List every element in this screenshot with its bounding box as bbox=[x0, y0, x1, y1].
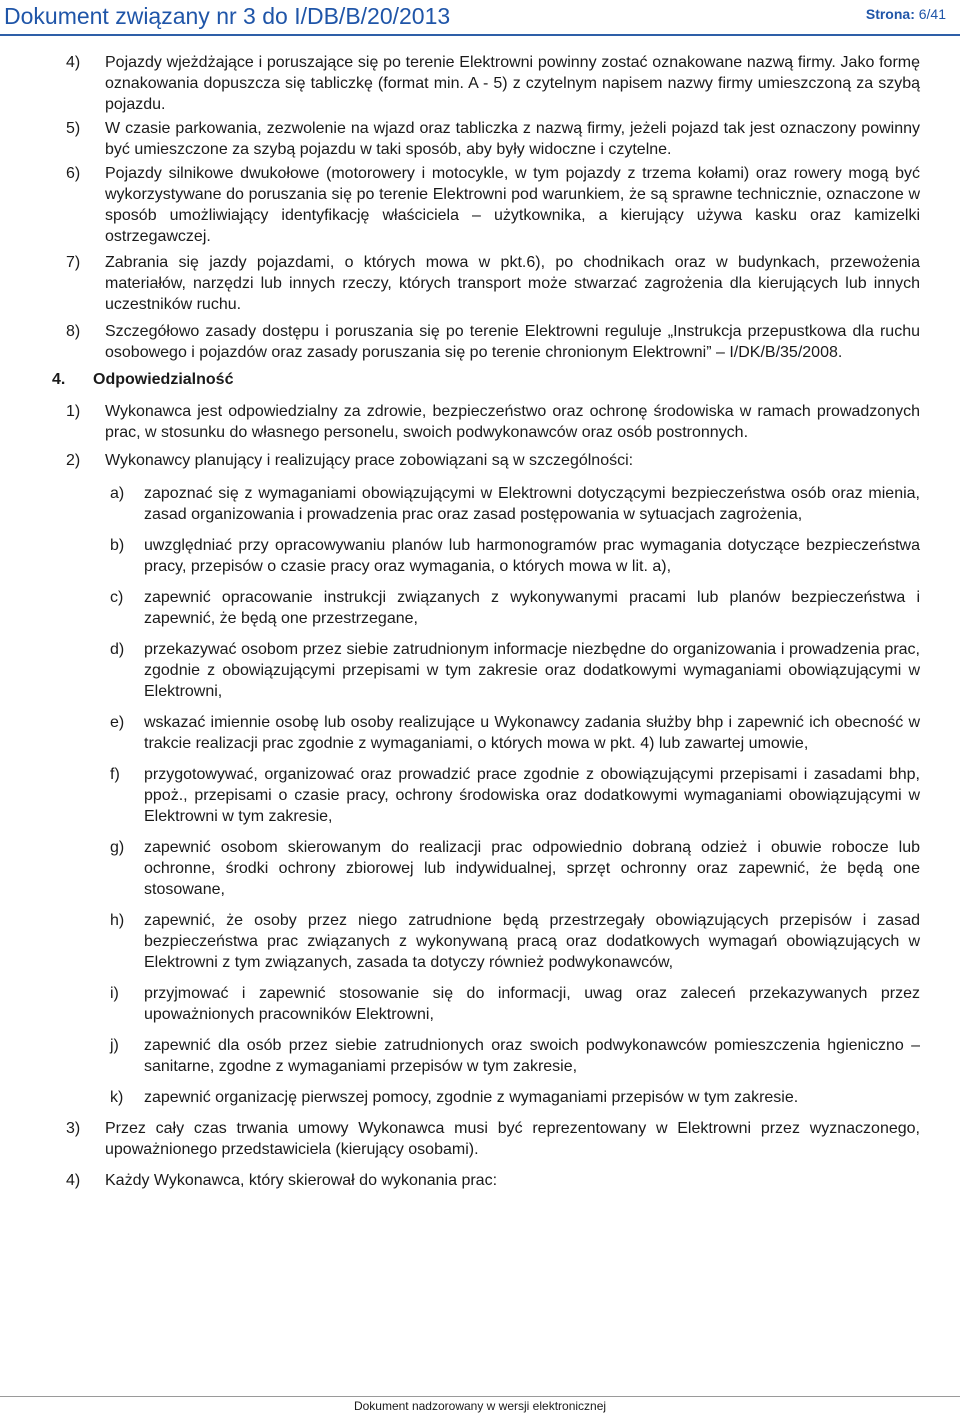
item-number: 3) bbox=[66, 1120, 81, 1137]
sub-item-text: zapewnić, że osoby przez niego zatrudnione będą przestrzegały obowiązujących przepisów i zasad bezpieczeństwa prac związanych z wykonywaną pracą oraz dodatkowych wymagań obowiązujących w Elektrowni z tym związanych, zasada ta dotyczy również podwykonawców, bbox=[144, 912, 920, 971]
document-body bbox=[0, 48, 960, 1191]
sub-list-item bbox=[0, 764, 960, 827]
page-label: Strona: bbox=[865, 6, 915, 22]
sub-item-text: zapewnić osobom skierowanym do realizacji prac odpowiednio dobraną odzież i obuwie robocze lub ochronne, środki ochrony zbiorowej lub indywidualnej, sprzęt ochronny oraz zapewnić, że będą one stosowane, bbox=[144, 839, 920, 898]
list-item bbox=[0, 401, 960, 443]
section-heading bbox=[0, 369, 960, 390]
item-text: Wykonawcy planujący i realizujący prace zobowiązani są w szczególności: bbox=[105, 452, 634, 469]
sub-item-letter: j) bbox=[110, 1037, 119, 1054]
list-item bbox=[0, 450, 960, 471]
sub-item-text: zapewnić dla osób przez siebie zatrudnionych oraz swoich podwykonawców pomieszczenia hgieniczno – sanitarne, zgodne z wymaganiami przepisów w tym zakresie, bbox=[144, 1037, 920, 1075]
sub-list-item bbox=[0, 535, 960, 577]
sub-item-text: zapoznać się z wymaganiami obowiązującymi w Elektrowni dotyczącymi bezpieczeństwa osób oraz mienia, zasad organizowania i prowadzenia prac oraz zasad postępowania w sytuacjach zagrożenia, bbox=[144, 485, 920, 523]
item-text: Zabrania się jazdy pojazdami, o których mowa w pkt.6), po chodnikach oraz w budynkach, przewożenia materiałów, narzędzi lub innych rzeczy, których transport może stwarzać zagrożenia dla kierujących lub innych uczestników ruchu. bbox=[105, 254, 920, 313]
sub-item-letter: f) bbox=[110, 766, 120, 783]
sub-list-item bbox=[0, 910, 960, 973]
sub-item-text: przygotowywać, organizować oraz prowadzić prace zgodnie z obowiązującymi przepisami i zasadami bhp, ppoż., przepisami o czasie pracy, ochrony środowiska oraz dodatkowymi wymaganiami obowiązującymi w Elektrowni w tym zakresie, bbox=[144, 766, 920, 825]
item-number: 6) bbox=[66, 165, 81, 182]
sub-item-letter: k) bbox=[110, 1089, 124, 1106]
list-item bbox=[0, 1170, 960, 1191]
item-number: 2) bbox=[66, 452, 81, 469]
item-text: Pojazdy wjeżdżające i poruszające się po terenie Elektrowni powinny zostać oznakowane nazwą firmy. Jako formę oznakowania dopuszcza się tabliczkę (format min. A - 5) z czytelnym napisem nazwy firmy umieszczoną za szybą pojazdu. bbox=[105, 54, 920, 113]
list-item bbox=[0, 321, 960, 363]
page-value: 6/41 bbox=[918, 6, 946, 22]
item-text: W czasie parkowania, zezwolenie na wjazd oraz tabliczka z nazwą firmy, jeżeli pojazd tak jest oznaczony powinny być umieszczone za szybą pojazdu w taki sposób, aby były widoczne i czytelne. bbox=[105, 120, 920, 158]
sub-item-letter: e) bbox=[110, 714, 125, 731]
sub-item-letter: d) bbox=[110, 641, 125, 658]
list-item bbox=[0, 163, 960, 247]
sub-item-text: zapewnić opracowanie instrukcji związanych z wykonywanymi pracami lub planów bezpieczeństwa i zapewnić, że będą one przestrzegane, bbox=[144, 589, 920, 627]
item-text: Przez cały czas trwania umowy Wykonawca musi być reprezentowany w Elektrowni przez wyznaczonego, upoważnionego przedstawiciela (kierujący osobami). bbox=[105, 1120, 920, 1158]
item-number: 4) bbox=[66, 1172, 81, 1189]
sub-item-text: wskazać imiennie osobę lub osoby realizujące u Wykonawcy zadania służby bhp i zapewnić ich obecność w trakcie realizacji prac zgodnie z wymaganiami, o których mowa w pkt. 4) lub zawartej umowie, bbox=[144, 714, 920, 752]
header-divider bbox=[0, 34, 960, 36]
page-footer: Dokument nadzorowany w wersji elektronicznej bbox=[353, 1399, 607, 1413]
item-number: 5) bbox=[66, 120, 81, 137]
sub-list-item bbox=[0, 1087, 960, 1108]
sub-list-item bbox=[0, 983, 960, 1025]
item-number: 1) bbox=[66, 403, 81, 420]
list-item bbox=[0, 1118, 960, 1160]
sub-item-text: zapewnić organizację pierwszej pomocy, zgodnie z wymaganiami przepisów w tym zakresie. bbox=[144, 1089, 799, 1106]
sub-list-item bbox=[0, 712, 960, 754]
sub-list-item bbox=[0, 1035, 960, 1077]
sub-item-text: przekazywać osobom przez siebie zatrudnionym informacje niezbędne do organizowania i prowadzenia prac, zgodnie z obowiązującymi przepisami w tym zakresie oraz dodatkowymi wymaganiami obowiązującymi w Elektrowni, bbox=[144, 641, 920, 700]
item-text: Szczegółowo zasady dostępu i poruszania się po terenie Elektrowni reguluje „Instrukcja przepustkowa dla ruchu osobowego i pojazdów oraz zasady poruszania się po terenie chronionym Elektrowni” – I/DK/B/35/2008. bbox=[105, 323, 920, 361]
section-number: 4. bbox=[52, 371, 66, 388]
item-number: 8) bbox=[66, 323, 81, 340]
item-text: Pojazdy silnikowe dwukołowe (motorowery i motocykle, w tym pojazdy z trzema kołami) oraz rowery mogą być wykorzystywane do poruszania się po terenie Elektrowni pod warunkiem, że są sprawne technicznie, oznaczone w sposób umożliwiający identyfikację właściciela – użytkownika, a kierujący używa kasku oraz kamizelki ostrzegawczej. bbox=[105, 165, 920, 245]
sub-item-letter: a) bbox=[110, 485, 125, 502]
document-title: Dokument związany nr 3 do I/DB/B/20/2013 bbox=[4, 3, 451, 29]
item-number: 4) bbox=[66, 54, 81, 71]
sub-item-text: uwzględniać przy opracowywaniu planów lub harmonogramów prac wymagania dotyczące bezpieczeństwa pracy, przepisów o czasie pracy oraz wymagania, o których mowa w lit. a), bbox=[144, 537, 920, 575]
sub-item-letter: g) bbox=[110, 839, 125, 856]
sub-list-item bbox=[0, 639, 960, 702]
list-item bbox=[0, 118, 960, 160]
footer-divider bbox=[0, 1396, 960, 1397]
item-text: Wykonawca jest odpowiedzialny za zdrowie, bezpieczeństwo oraz ochronę środowiska w ramach prowadzonych prac, w stosunku do własnego personelu, swoich podwykonawców oraz osób postronnych. bbox=[105, 403, 920, 441]
sub-item-letter: h) bbox=[110, 912, 125, 929]
page-number bbox=[866, 6, 946, 22]
sub-item-letter: i) bbox=[110, 985, 119, 1002]
item-text: Każdy Wykonawca, który skierował do wykonania prac: bbox=[105, 1172, 498, 1189]
item-number: 7) bbox=[66, 254, 81, 271]
section-title: Odpowiedzialność bbox=[93, 371, 234, 388]
sub-list-item bbox=[0, 483, 960, 525]
sub-item-letter: c) bbox=[110, 589, 124, 606]
list-item bbox=[0, 52, 960, 115]
sub-list-item bbox=[0, 587, 960, 629]
list-item bbox=[0, 252, 960, 315]
sub-item-text: przyjmować i zapewnić stosowanie się do informacji, uwag oraz zaleceń przekazywanych przez upoważnionych pracowników Elektrowni, bbox=[144, 985, 920, 1023]
sub-list-item bbox=[0, 837, 960, 900]
page-header bbox=[0, 0, 960, 34]
sub-item-letter: b) bbox=[110, 537, 125, 554]
